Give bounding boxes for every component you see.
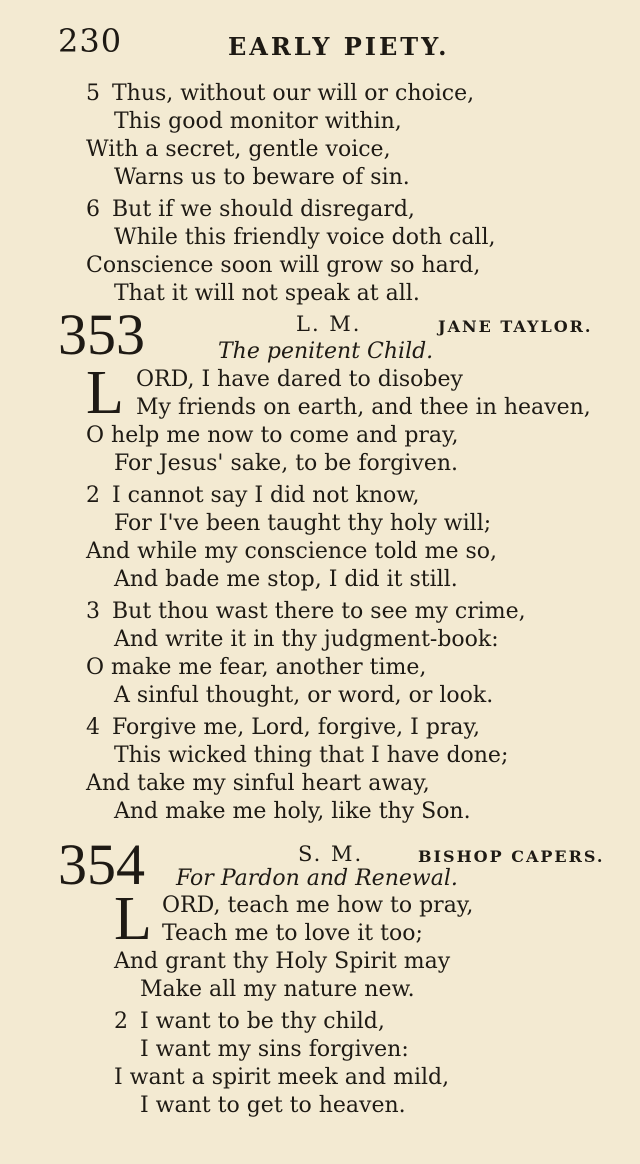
verse-line: O make me fear, another time,: [86, 655, 427, 680]
verse-line: I want to get to heaven.: [140, 1093, 406, 1118]
verse-line: And make me holy, like thy Son.: [114, 799, 471, 824]
verse-number: 4: [86, 715, 100, 740]
verse-number: 2: [114, 1009, 128, 1034]
verse-line: [114, 1008, 385, 1036]
verse-line: I want a spirit meek and mild,: [114, 1065, 450, 1090]
verse-line: A sinful thought, or word, or look.: [114, 683, 494, 708]
verse-line: [86, 196, 415, 224]
page-number: 230: [58, 22, 123, 60]
verse-line: Conscience soon will grow so hard,: [86, 253, 481, 278]
verse-line: And grant thy Holy Spirit may: [114, 949, 451, 974]
verse-line: [86, 714, 480, 742]
hymn-number: 353: [58, 302, 145, 367]
verse-line: I want my sins forgiven:: [140, 1037, 409, 1062]
verse-line: [86, 482, 419, 510]
verse-line: For Jesus' sake, to be forgiven.: [114, 451, 458, 476]
verse-line: That it will not speak at all.: [114, 281, 420, 306]
verse-number: 5: [86, 81, 100, 106]
verse-line: This wicked thing that I have done;: [114, 743, 509, 768]
drop-cap: L: [86, 359, 124, 427]
verse-line: My friends on earth, and thee in heaven,: [136, 395, 591, 420]
hymn-subtitle: For Pardon and Renewal.: [176, 866, 458, 891]
verse-text: But if we should disregard,: [112, 197, 415, 222]
verse-line: And take my sinful heart away,: [86, 771, 430, 796]
hymn-author: JANE TAYLOR.: [438, 317, 593, 336]
verse-line: Make all my nature new.: [140, 977, 415, 1002]
verse-line: O help me now to come and pray,: [86, 423, 459, 448]
verse-text: I cannot say I did not know,: [112, 483, 420, 508]
verse-line: While this friendly voice doth call,: [114, 225, 496, 250]
page-header: [58, 22, 598, 62]
hymn-author: BISHOP CAPERS.: [418, 847, 605, 866]
hymn-meter: L. M.: [296, 312, 362, 336]
verse-number: 3: [86, 599, 100, 624]
verse-line: And write it in thy judgment-book:: [114, 627, 499, 652]
verse-line: Teach me to love it too;: [162, 921, 423, 946]
running-head: EARLY PIETY.: [228, 32, 450, 61]
verse-text: I want to be thy child,: [140, 1009, 385, 1034]
verse-line: ORD, I have dared to disobey: [136, 367, 463, 392]
verse-line: And while my conscience told me so,: [86, 539, 498, 564]
verse-text: Thus, without our will or choice,: [112, 81, 475, 106]
hymn-number: 354: [58, 832, 145, 897]
verse-line: For I've been taught thy holy will;: [114, 511, 492, 536]
verse-number: 2: [86, 483, 100, 508]
verse-number: 6: [86, 197, 100, 222]
verse-line: This good monitor within,: [114, 109, 402, 134]
verse-line: [86, 598, 526, 626]
drop-cap: L: [114, 885, 152, 953]
verse-line: With a secret, gentle voice,: [86, 137, 391, 162]
verse-line: Warns us to beware of sin.: [114, 165, 410, 190]
verse-line: [86, 80, 474, 108]
hymn-meter: S. M.: [298, 842, 364, 866]
verse-text: But thou wast there to see my crime,: [112, 599, 526, 624]
verse-text: Forgive me, Lord, forgive, I pray,: [112, 715, 481, 740]
verse-line: ORD, teach me how to pray,: [162, 893, 474, 918]
verse-line: And bade me stop, I did it still.: [114, 567, 458, 592]
hymn-subtitle: The penitent Child.: [218, 339, 434, 364]
